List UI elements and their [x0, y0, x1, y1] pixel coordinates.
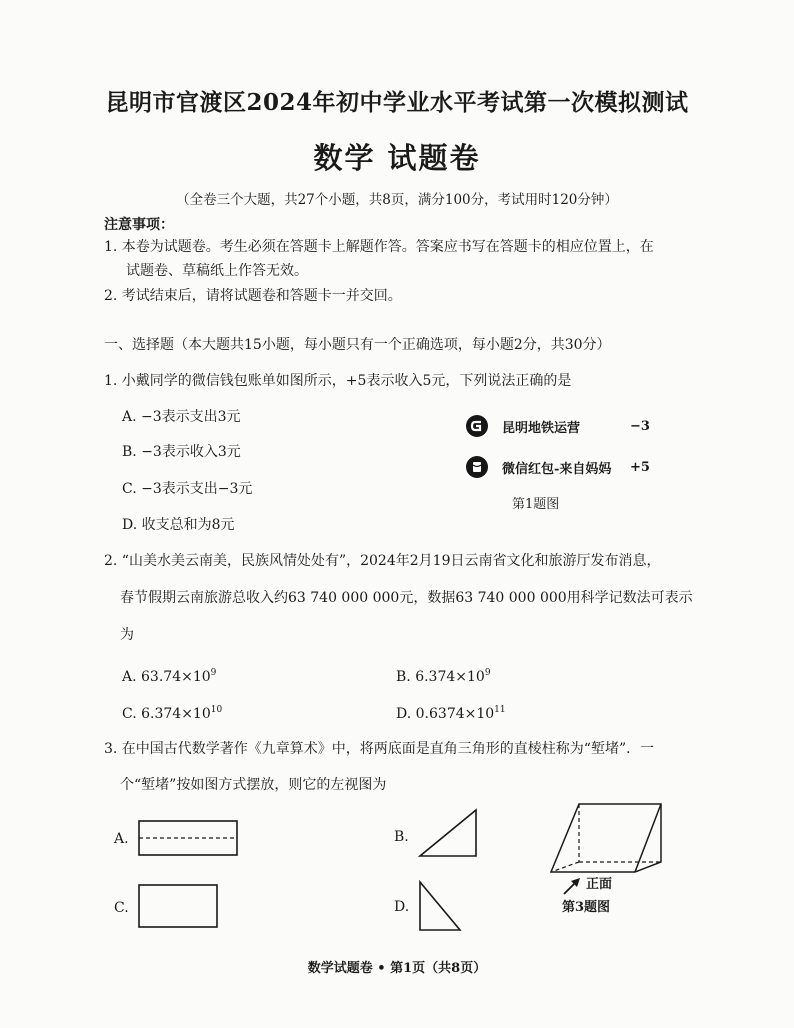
- q2-option-b: B. $6.374\times 10^9$: [396, 668, 491, 685]
- q1-bill-label-metro: 昆明地铁运营: [502, 420, 581, 436]
- q2-option-c: C. $6.374\times 10^{10}$: [122, 705, 223, 722]
- q3-line-2: 个“堑堵”按如图方式摆放，则它的左视图为: [120, 777, 387, 793]
- q1-option-d: D. 收支总和为8元: [122, 517, 235, 533]
- q3-option-c-label: C.: [114, 900, 129, 916]
- q2-option-a: A. $63.74\times 10^9$: [122, 668, 217, 685]
- q1-option-a: A. −3表示支出3元: [122, 409, 241, 425]
- note-line-3: 2. 考试结束后，请将试题卷和答题卡一并交回。: [104, 288, 402, 304]
- red-packet-icon: [466, 456, 488, 478]
- q1-bill-label-redpacket: 微信红包-来自妈妈: [502, 461, 612, 477]
- page-footer: 数学试题卷 • 第1页（共8页）: [307, 961, 487, 976]
- q3-option-d-figure: [419, 880, 461, 932]
- q1-bill-row-metro: [466, 415, 650, 437]
- exam-title: 昆明市官渡区2024年初中学业水平考试第一次模拟测试: [105, 89, 689, 116]
- exam-subtitle: 数学 试题卷: [313, 141, 481, 175]
- q2-line-1: 2. “山美水美云南美，民族风情处处有”，2024年2月19日云南省文化和旅游厅发布消息，: [104, 553, 661, 569]
- q3-option-c-figure: [138, 884, 218, 928]
- note-line-1: 1. 本卷为试题卷。考生必须在答题卡上解题作答。答案应书写在答题卡的相应位置上，在: [104, 239, 654, 255]
- notes-heading: 注意事项：: [104, 217, 174, 233]
- section1-heading: 一、选择题（本大题共15小题，每小题只有一个正确选项，每小题2分，共30分）: [104, 337, 611, 353]
- q3-line-1: 3. 在中国古代数学著作《九章算术》中，将两底面是直角三角形的直棱柱称为“堑堵”．一: [104, 741, 655, 757]
- q1-bill-amount-metro: −3: [630, 418, 650, 434]
- q3-option-b-figure: [419, 808, 477, 858]
- q1-stem: 1. 小戴同学的微信钱包账单如图所示，+5表示收入5元，下列说法正确的是: [104, 373, 572, 389]
- note-line-2: 试题卷、草稿纸上作答无效。: [126, 263, 308, 279]
- q3-front-label: 正面: [586, 877, 613, 892]
- q1-bill-amount-redpacket: +5: [630, 459, 650, 475]
- q2-line-2: 春节假期云南旅游总收入约63 740 000 000元，数据63 740 000 000用科学记数法可表示: [120, 590, 693, 606]
- q1-figure-caption: 第1题图: [512, 497, 560, 512]
- q1-option-c: C. −3表示支出−3元: [122, 481, 253, 497]
- front-arrow-icon: [562, 876, 582, 896]
- q3-figure-caption: 第3题图: [562, 900, 611, 915]
- q1-option-b: B. −3表示收入3元: [122, 444, 241, 460]
- q3-option-b-label: B.: [394, 829, 409, 845]
- q1-bill-row-redpacket: [466, 456, 650, 478]
- q3-option-d-label: D.: [394, 899, 410, 915]
- q3-option-a-label: A.: [114, 831, 129, 847]
- q3-prism-figure: [543, 800, 665, 880]
- metro-logo-icon: [466, 415, 488, 437]
- q2-line-3: 为: [120, 627, 134, 643]
- exam-scope: （全卷三个大题，共27个小题，共8页，满分100分，考试用时120分钟）: [176, 192, 618, 208]
- q2-option-d: D. $0.6374\times 10^{11}$: [396, 705, 506, 722]
- q3-option-a-figure: [138, 820, 238, 856]
